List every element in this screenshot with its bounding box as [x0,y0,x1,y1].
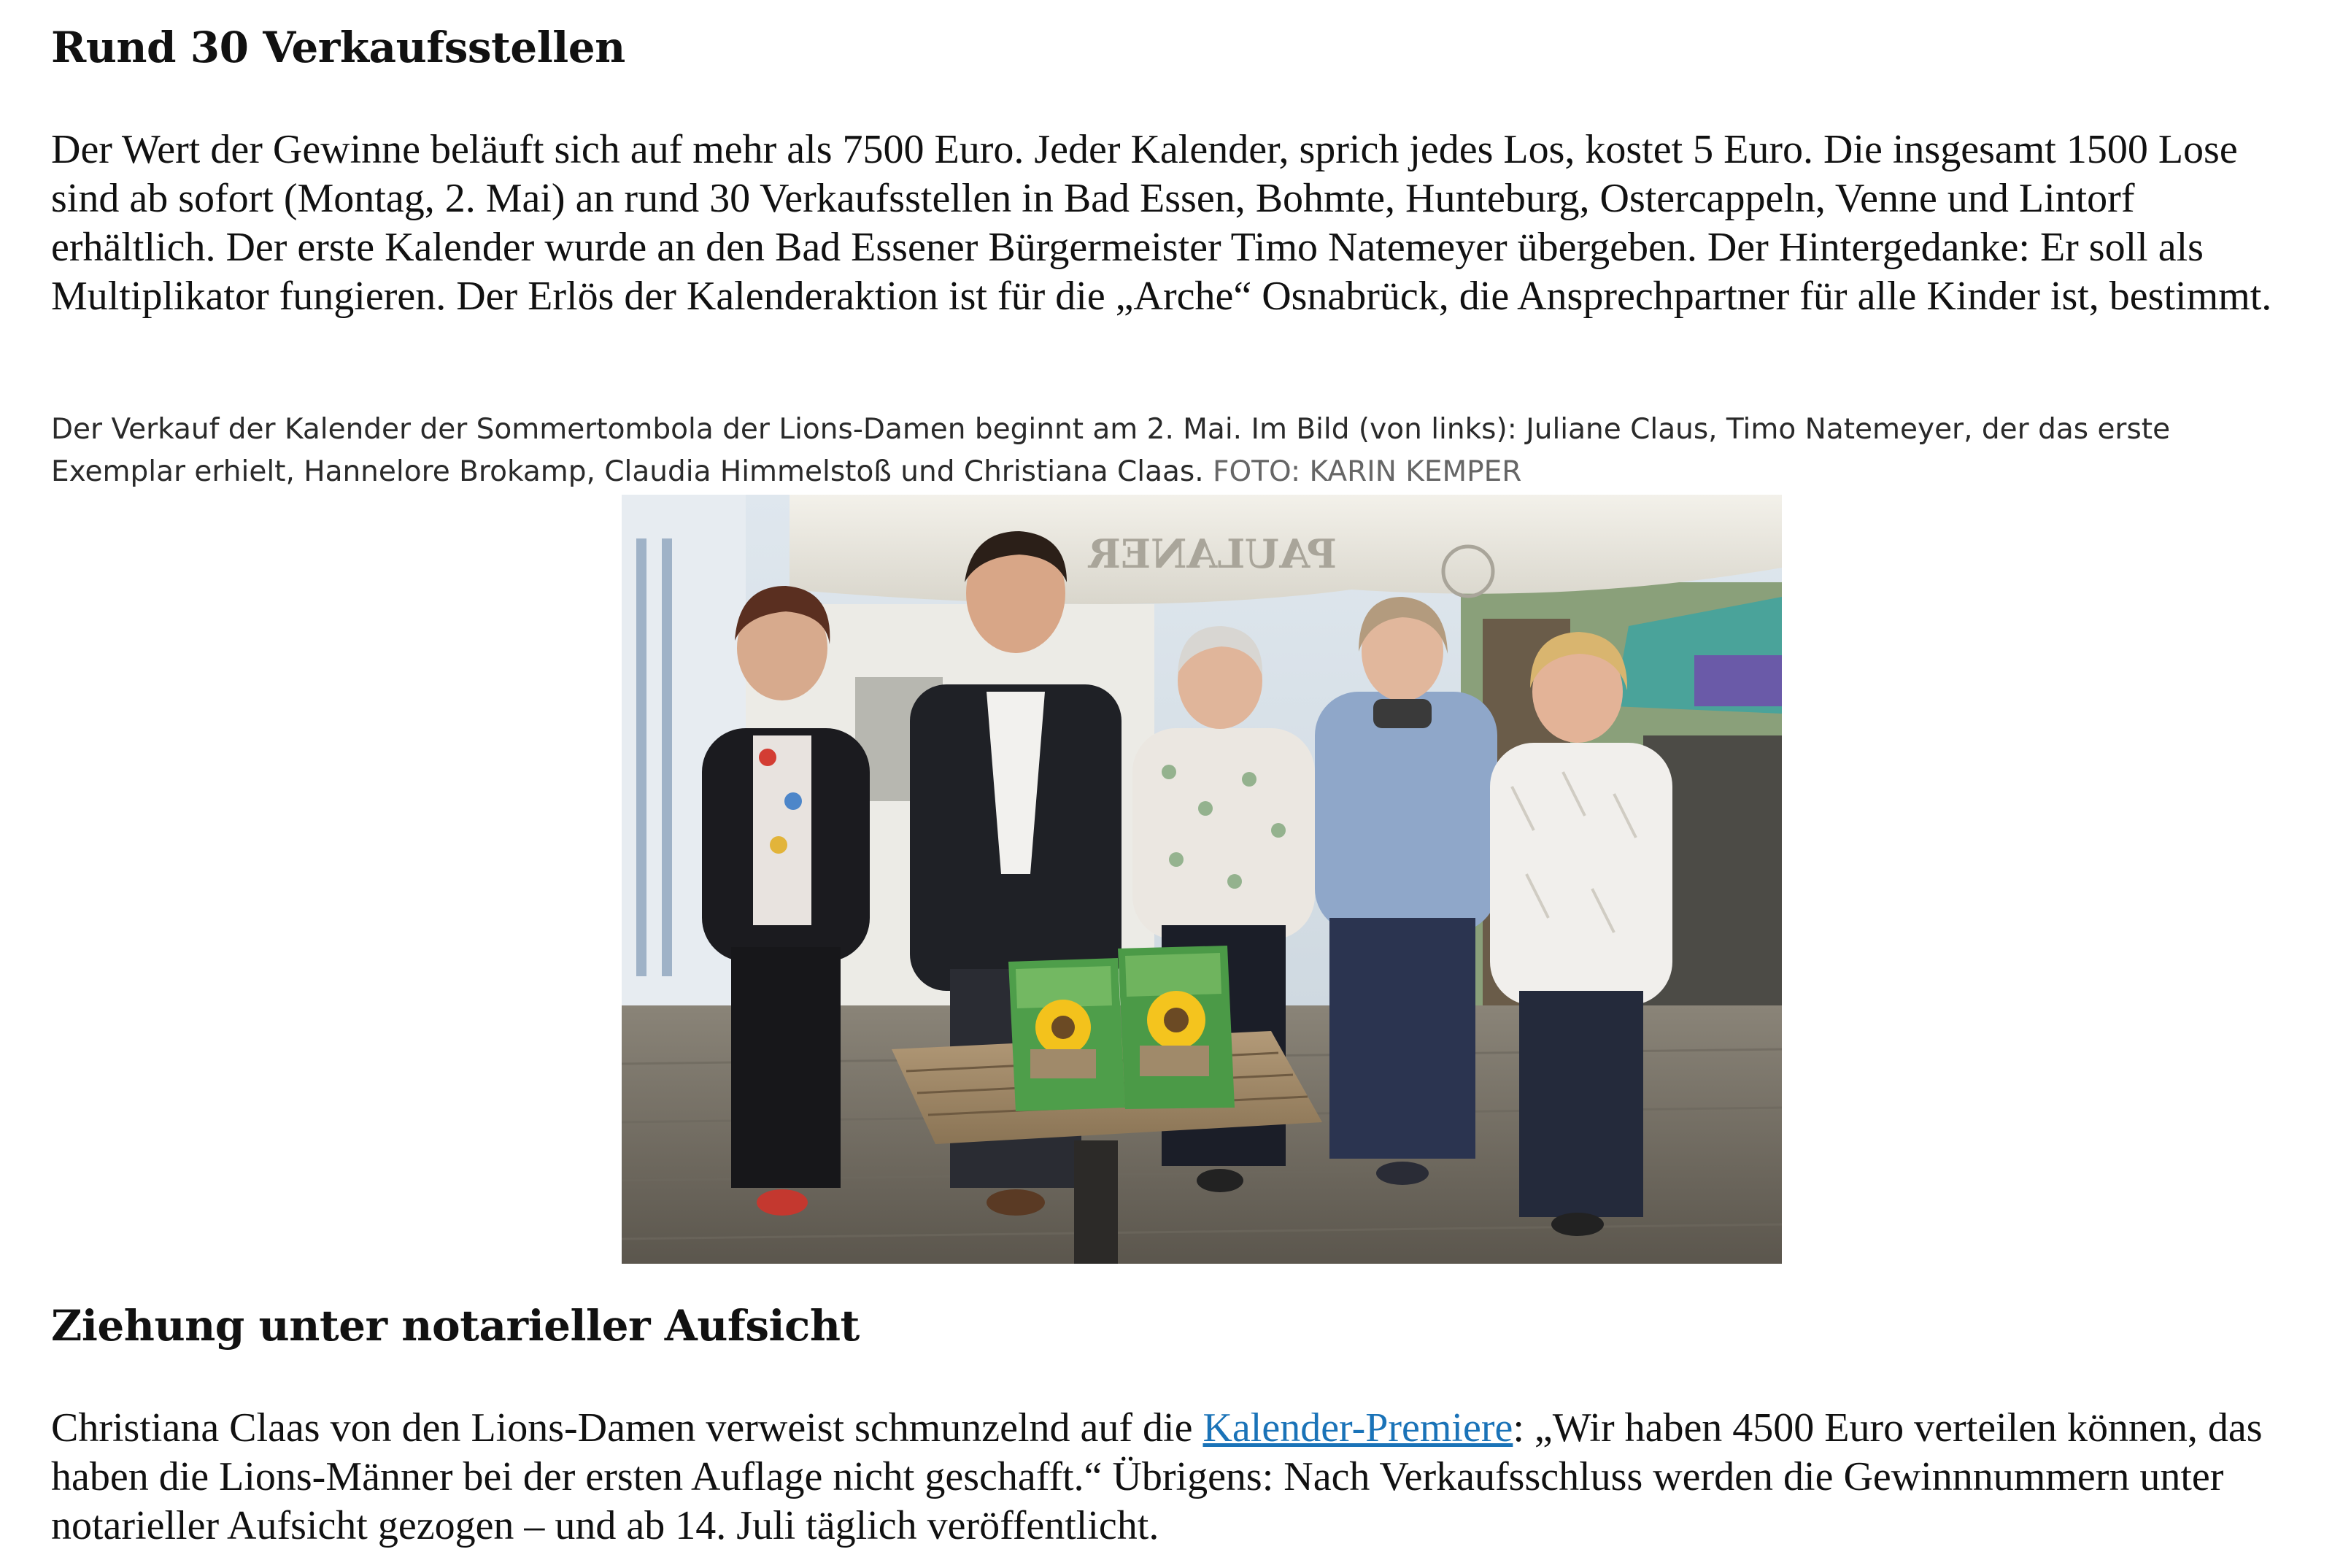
article-photo [622,495,1782,1264]
photo-caption-text: Der Verkauf der Kalender der Sommertombola der Lions-Damen beginnt am 2. Mai. Im Bild (von links): Juliane Claus, Timo Natemeyer, der das erste Exemplar erhielt, Hannelore Brokamp, Claudia Himmelstoß und Christiana Claas. [51,413,2171,488]
umbrella-brand-text: PAULANER [1088,530,1337,577]
section-paragraph-verkaufsstellen: Der Wert der Gewinne beläuft sich auf mehr als 7500 Euro. Jeder Kalender, sprich jedes Los, kostet 5 Euro. Die insgesamt 1500 Lose sind ab sofort (Montag, 2. Mai) an rund 30 Verkaufsstellen in Bad Essen, Bohmte, Hunteburg, Ostercappeln, Venne und Lintorf erhältlich. Der erste Kalender wurde an den Bad Essener Bürgermeister Timo Natemeyer übergeben. Der Hintergedanke: Er soll als Multiplikator fungieren. Der Erlös der Kalenderaktion ist für die „Arche“ Osnabrück, die Ansprechpartner für alle Kinder ist, bestimmt. [51,127,2272,319]
kalender-premiere-link[interactable]: Kalender-Premiere [1202,1405,1513,1451]
paragraph-text-after-link: : „Wir haben 4500 Euro verteilen können, das haben die Lions-Männer bei der ersten Auflage nicht geschafft.“ Übrigens: Nach Verkaufsschluss werden die Gewinnnummern unter notarieller Aufsicht gezogen – und ab 14. Juli täglich veröffentlicht. [51,1405,2263,1548]
section-paragraph-ziehung [51,1404,2298,1550]
photo-caption [51,409,2298,493]
photo-credit: FOTO: KARIN KEMPER [1213,455,1522,488]
paragraph-text-before-link: Christiana Claas von den Lions-Damen verweist schmunzelnd auf die [51,1405,1203,1451]
section-heading-ziehung: Ziehung unter notarieller Aufsicht [51,1301,860,1351]
section-heading-verkaufsstellen: Rund 30 Verkaufsstellen [51,23,625,72]
